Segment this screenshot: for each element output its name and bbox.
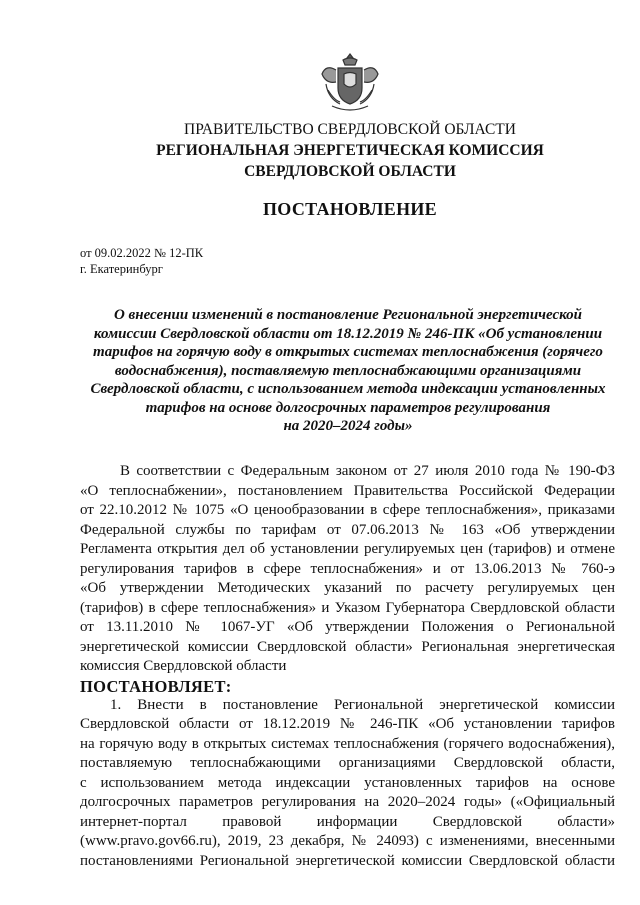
document-date-number: от 09.02.2022 № 12-ПК xyxy=(80,246,204,260)
preamble-line: комиссия Свердловской области xyxy=(80,658,287,674)
subject-line: Свердловской области, с использованием метода индексации установленных xyxy=(90,381,606,397)
preamble-line: Регламента открытия дел об установлении регулируемых цен (тарифов) и отмене xyxy=(80,541,615,557)
subject-line: на 2020–2024 годы» xyxy=(283,418,413,434)
clause-line: долгосрочных параметров регулирования на 2020–2024 годы» («Официальный xyxy=(80,794,615,810)
subject-line: О внесении изменений в постановление Региональной энергетической xyxy=(113,307,583,323)
preamble-line: регулирования тарифов в сфере теплоснабжения» и от 13.06.2013 № 760-э xyxy=(80,560,615,577)
subject-line: водоснабжения), поставляемую теплоснабжающими организациями xyxy=(114,362,582,379)
preamble-line: «О теплоснабжении», постановлением Правительства Российской Федерации xyxy=(80,482,615,499)
preamble-line: (тарифов) в сфере теплоснабжения» и Указом Губернатора Свердловской области xyxy=(80,599,615,616)
document-subject xyxy=(80,306,616,436)
clause-line: на горячую воду в открытых системах теплоснабжения (горячего водоснабжения), xyxy=(80,735,615,752)
government-name: ПРАВИТЕЛЬСТВО СВЕРДЛОВСКОЙ ОБЛАСТИ xyxy=(184,121,516,138)
commission-name-line2: СВЕРДЛОВСКОЙ ОБЛАСТИ xyxy=(244,163,456,180)
clause-line: Свердловской области от 18.12.2019 № 246-ПК «Об установлении тарифов xyxy=(80,716,615,732)
clause-line: 1. Внести в постановление Региональной энергетической комиссии xyxy=(110,696,615,713)
clause-line: поставляемую теплоснабжающими организациями Свердловской области, xyxy=(80,755,615,771)
subject-line: тарифов на горячую воду в открытых системах теплоснабжения (горячего xyxy=(93,344,603,360)
resolves-heading: ПОСТАНОВЛЯЕТ: xyxy=(80,676,232,696)
preamble-line: Федеральной службы по тарифам от 07.06.2013 № 163 «Об утверждении xyxy=(80,521,615,538)
coat-of-arms-emblem xyxy=(318,50,382,116)
clause-line: интернет-портал правовой информации Свердловской области» xyxy=(80,813,615,830)
subject-line: тарифов на основе долгосрочных параметров регулирования xyxy=(145,399,551,416)
preamble-line: от 13.11.2010 № 1067-УГ «Об утверждении Положения о Региональной xyxy=(80,619,615,635)
clause-line: постановлениями Региональной энергетической комиссии Свердловской области xyxy=(80,852,615,869)
subject-line: комиссии Свердловской области от 18.12.2019 № 246-ПК «Об установлении xyxy=(93,325,603,342)
document-type-title: ПОСТАНОВЛЕНИЕ xyxy=(263,199,437,219)
preamble-line: от 22.10.2012 № 1075 «О ценообразовании в сфере теплоснабжения», приказами xyxy=(80,502,615,518)
clause-line: (www.pravo.gov66.ru), 2019, 23 декабря, № 24093) с изменениями, внесенными xyxy=(80,833,615,849)
preamble-line: энергетической комиссии Свердловской области» Региональная энергетическая xyxy=(80,638,615,655)
document-city: г. Екатеринбург xyxy=(80,262,163,276)
clause-line: с использованием метода индексации установленных тарифов на основе xyxy=(80,774,615,791)
preamble-line: В соответствии с Федеральным законом от 27 июля 2010 года № 190-ФЗ xyxy=(120,463,615,479)
document-body xyxy=(80,462,615,871)
commission-name-line1: РЕГИОНАЛЬНАЯ ЭНЕРГЕТИЧЕСКАЯ КОМИССИЯ xyxy=(156,142,544,159)
preamble-line: «Об утверждении Методических указаний по расчету регулируемых цен xyxy=(80,580,615,596)
